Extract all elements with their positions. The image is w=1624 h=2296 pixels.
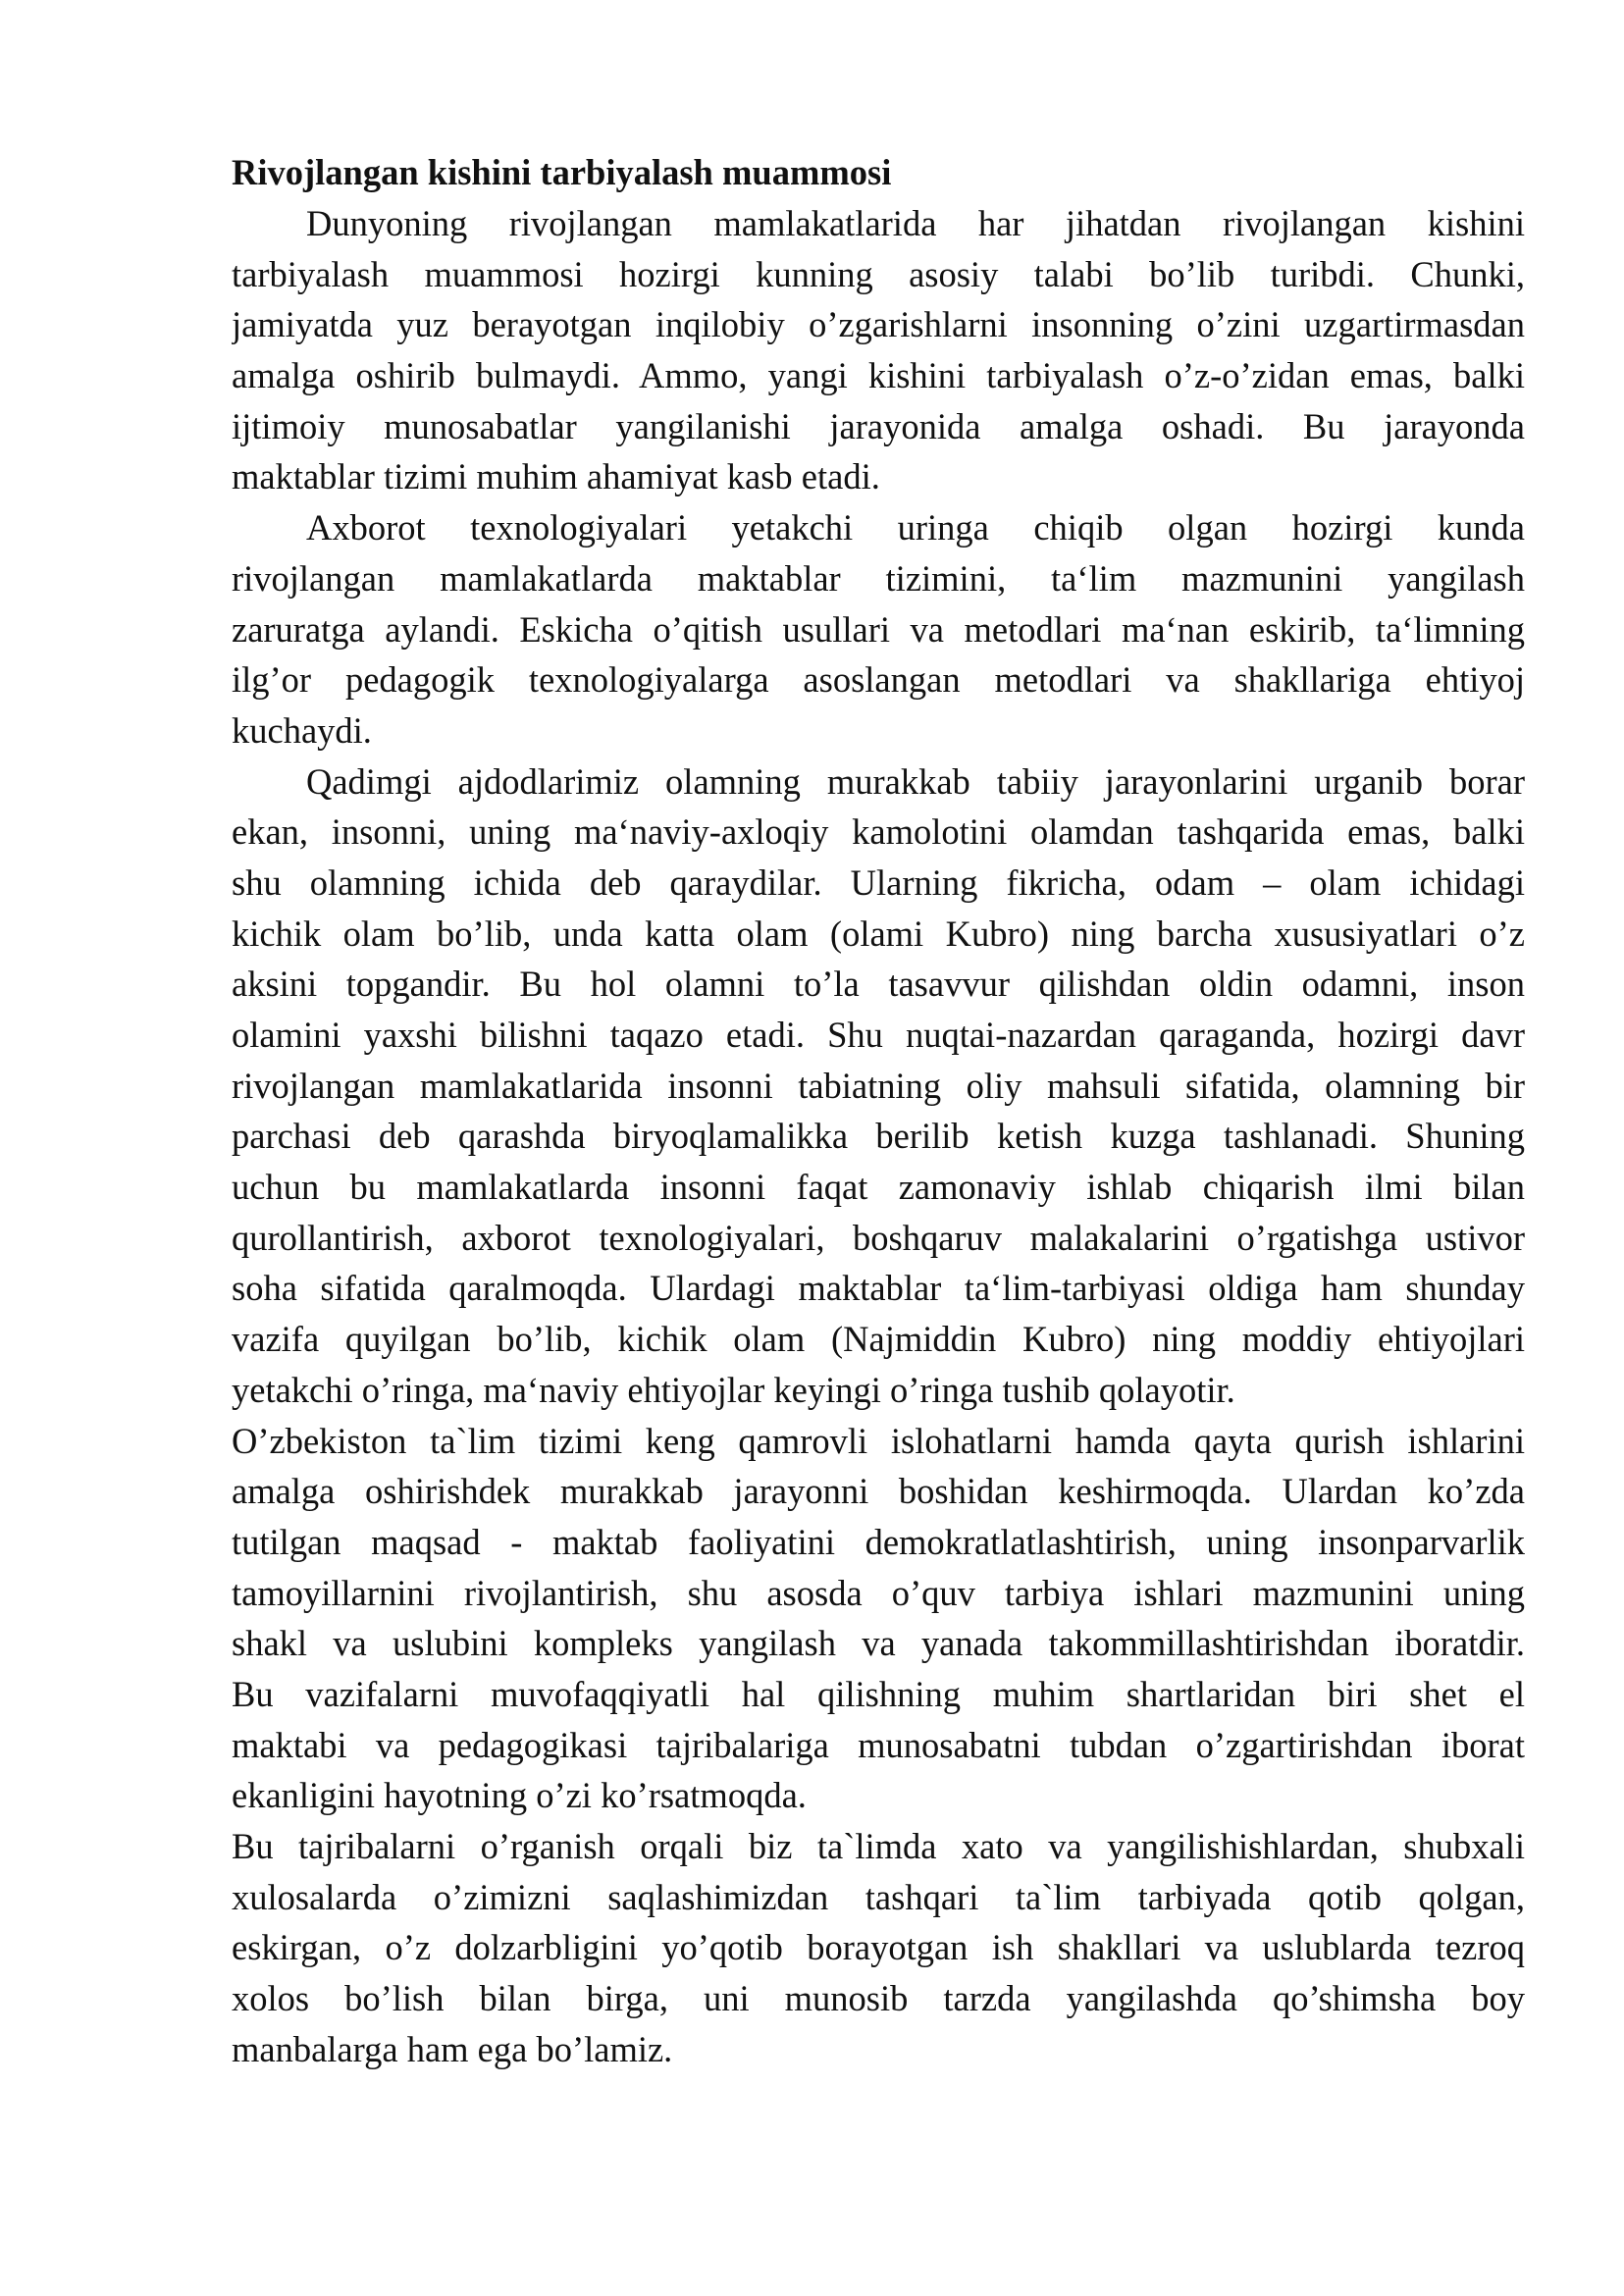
text-line: Axborot texnologiyalari yetakchi uringa chiqib olgan hozirgi kunda	[306, 507, 1525, 548]
text-line: xolos bo’lish bilan birga, uni munosib tarzda yangilashda qo’shimsha boy	[232, 1978, 1525, 2019]
text-line: tarbiyalash muammosi hozirgi kunning asosiy talabi bo’lib turibdi. Chunki,	[232, 253, 1525, 294]
text-line: ijtimoiy munosabatlar yangilanishi jarayonida amalga oshadi. Bu jarayonda	[232, 405, 1525, 446]
text-line: uchun bu mamlakatlarda insonni faqat zamonaviy ishlab chiqarish ilmi bilan	[232, 1167, 1525, 1208]
document-body	[232, 147, 1525, 2074]
text-line: eskirgan, o’z dolzarbligini yo’qotib borayotgan ish shakllari va uslublarda tezroq	[232, 1927, 1525, 1968]
text-line: amalga oshirishdek murakkab jarayonni boshidan keshirmoqda. Ulardan ko’zda	[232, 1471, 1525, 1512]
text-line: maktabi va pedagogikasi tajribalariga munosabatni tubdan o’zgartirishdan iborat	[232, 1724, 1525, 1765]
text-line: zaruratga aylandi. Eskicha o’qitish usullari va metodlari ma‘nan eskirib, ta‘limning	[232, 608, 1525, 650]
text-line: olamini yaxshi bilishni taqazo etadi. Shu nuqtai-nazardan qaraganda, hozirgi davr	[232, 1015, 1525, 1055]
text-line: Qadimgi ajdodlarimiz olamning murakkab tabiiy jarayonlarini urganib borar	[306, 760, 1525, 802]
text-line: shu olamning ichida deb qaraydilar. Ularning fikricha, odam – olam ichidagi	[232, 861, 1525, 903]
text-line: kichik olam bo’lib, unda katta olam (olami Kubro) ning barcha xususiyatlari o’z	[232, 913, 1525, 954]
paragraph	[232, 1821, 1525, 2074]
text-line: maktablar tizimi muhim ahamiyat kasb etadi.	[232, 456, 880, 497]
paragraph	[232, 502, 1525, 756]
text-line: vazifa quyilgan bo’lib, kichik olam (Najmiddin Kubro) ning moddiy ehtiyojlari	[232, 1319, 1525, 1360]
paragraph	[232, 1416, 1525, 1822]
text-line: Bu tajribalarni o’rganish orqali biz ta`limda xato va yangilishishlardan, shubxali	[232, 1826, 1525, 1866]
text-line: shakl va uslubini kompleks yangilash va yanada takommillashtirishdan iboratdir.	[232, 1623, 1525, 1664]
text-line: manbalarga ham ega bo’lamiz.	[232, 2028, 673, 2069]
text-line: O’zbekiston ta`lim tizimi keng qamrovli islohatlarni hamda qayta qurish ishlarini	[232, 1420, 1525, 1461]
text-line: tamoyillarnini rivojlantirish, shu asosda o’quv tarbiya ishlari mazmunini uning	[232, 1572, 1525, 1613]
text-line: soha sifatida qaralmoqda. Ulardagi maktablar ta‘lim-tarbiyasi oldiga ham shunday	[232, 1268, 1525, 1309]
text-line: jamiyatda yuz berayotgan inqilobiy o’zgarishlarni insonning o’zini uzgartirmasdan	[232, 304, 1525, 345]
text-line: rivojlangan mamlakatlarda maktablar tizimini, ta‘lim mazmunini yangilash	[232, 557, 1525, 599]
text-line: Dunyoning rivojlangan mamlakatlarida har jihatdan rivojlangan kishini	[306, 203, 1525, 243]
paragraph	[232, 757, 1525, 1416]
text-line: xulosalarda o’zimizni saqlashimizdan tashqari ta`lim tarbiyada qotib qolgan,	[232, 1876, 1525, 1917]
paragraph	[232, 198, 1525, 502]
document-title: Rivojlangan kishini tarbiyalash muammosi	[232, 152, 892, 192]
text-line: qurollantirish, axborot texnologiyalari, boshqaruv malakalarini o’rgatishga ustivor	[232, 1217, 1525, 1258]
text-line: yetakchi o’ringa, ma‘naviy ehtiyojlar keyingi o’ringa tushib qolayotir.	[232, 1369, 1235, 1410]
text-line: aksini topgandir. Bu hol olamni to’la tasavvur qilishdan oldin odamni, inson	[232, 964, 1525, 1005]
text-line: parchasi deb qarashda biryoqlamalikka berilib ketish kuzga tashlanadi. Shuning	[232, 1116, 1525, 1157]
text-line: rivojlangan mamlakatlarida insonni tabiatning oliy mahsuli sifatida, olamning bir	[232, 1065, 1525, 1106]
text-line: kuchaydi.	[232, 709, 372, 751]
text-line: ekanligini hayotning o’zi ko’rsatmoqda.	[232, 1775, 807, 1816]
text-line: ekan, insonni, uning ma‘naviy-axloqiy kamolotini olamdan tashqarida emas, balki	[232, 811, 1525, 853]
text-line: ilg’or pedagogik texnologiyalarga asoslangan metodlari va shakllariga ehtiyoj	[232, 659, 1525, 701]
text-line: amalga oshirib bulmaydi. Ammo, yangi kishini tarbiyalash o’z-o’zidan emas, balki	[232, 355, 1525, 396]
text-line: Bu vazifalarni muvofaqqiyatli hal qilishning muhim shartlaridan biri shet el	[232, 1673, 1525, 1714]
text-line: tutilgan maqsad - maktab faoliyatini demokratlatlashtirish, uning insonparvarlik	[232, 1521, 1525, 1562]
